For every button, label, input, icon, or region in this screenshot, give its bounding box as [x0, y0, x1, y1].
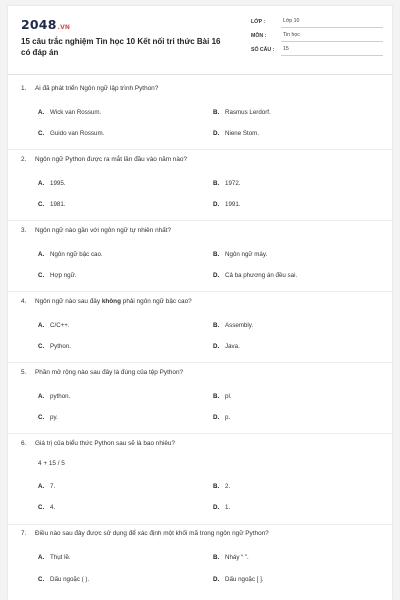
question-stem	[21, 369, 183, 376]
meta-panel	[251, 16, 383, 58]
option-d[interactable]: D. Cả ba phương án đều sai.	[213, 272, 298, 279]
site-logo[interactable]	[21, 17, 70, 32]
question-divider	[8, 220, 392, 221]
header-divider	[8, 74, 392, 75]
emphasis-not: không	[101, 298, 121, 305]
meta-row-count	[251, 44, 383, 58]
question-stem	[21, 530, 269, 537]
question-number: 1.	[21, 85, 27, 92]
worksheet-page	[8, 6, 392, 600]
option-c[interactable]: C. 4.	[38, 504, 56, 511]
question-stem	[21, 298, 192, 305]
question-text: Điều nào sau đây được sử dụng để xác định một khối mã trong ngôn ngữ Python?	[35, 530, 269, 537]
option-a[interactable]: A. Ngôn ngữ bậc cao.	[38, 251, 103, 258]
question-text: Ngôn ngữ nào gần với ngôn ngữ tự nhiên nhất?	[35, 227, 172, 234]
option-c[interactable]: C. Hợp ngữ.	[38, 272, 77, 279]
option-c[interactable]: C. Python.	[38, 343, 71, 350]
option-b[interactable]: B. Rasmus Lerdorf.	[213, 109, 271, 116]
question-number: 2.	[21, 156, 27, 163]
logo-suffix: .VN	[57, 24, 71, 31]
question-text: Ngôn ngữ Python được ra mắt lần đầu vào năm nào?	[35, 156, 188, 163]
question-divider	[8, 524, 392, 525]
question-stem	[21, 440, 175, 447]
option-d[interactable]: D. 1.	[213, 504, 231, 511]
option-a[interactable]: A. Thụt lề.	[38, 554, 71, 561]
question-number: 4.	[21, 298, 27, 305]
option-a[interactable]: A. python.	[38, 393, 71, 400]
option-d[interactable]: D. p.	[213, 414, 231, 421]
question-stem	[21, 156, 187, 163]
meta-value: 15	[281, 46, 383, 56]
question-text: Ai đã phát triển Ngôn ngữ lập trình Python?	[35, 85, 159, 92]
question-text: Phần mở rộng nào sau đây là đúng của tệp Python?	[35, 369, 184, 376]
option-b[interactable]: B. 1972.	[213, 180, 241, 187]
meta-label: MÔN :	[251, 33, 267, 39]
question-text: Giá trị của biểu thức Python sau sẽ là bao nhiêu?	[35, 440, 175, 447]
option-d[interactable]: D. Niene Stom.	[213, 130, 260, 137]
meta-label: SỐ CÂU :	[251, 47, 275, 53]
option-c[interactable]: C. Dấu ngoặc ( ).	[38, 576, 90, 583]
question-number: 3.	[21, 227, 27, 234]
option-a[interactable]: A. 7.	[38, 483, 56, 490]
question-divider	[8, 149, 392, 150]
option-a[interactable]: A. 1995.	[38, 180, 66, 187]
option-d[interactable]: D. Dấu ngoặc [ ].	[213, 576, 264, 583]
option-a[interactable]: A. Wick van Rossum.	[38, 109, 102, 116]
question-stem	[21, 227, 171, 234]
meta-label: LỚP :	[251, 19, 266, 25]
question-number: 5.	[21, 369, 27, 376]
meta-value: Lớp 10	[281, 18, 383, 28]
question-text: Ngôn ngữ nào sau đây không phải ngôn ngữ bậc cao?	[35, 298, 192, 305]
option-b[interactable]: B. 2.	[213, 483, 231, 490]
question-divider	[8, 362, 392, 363]
option-d[interactable]: D. Java.	[213, 343, 240, 350]
option-c[interactable]: C. Guido van Rossum.	[38, 130, 105, 137]
question-divider	[8, 291, 392, 292]
option-b[interactable]: B. Ngôn ngữ máy.	[213, 251, 268, 258]
question-number: 6.	[21, 440, 27, 447]
meta-row-class	[251, 16, 383, 30]
question-expression: 4 + 15 / 5	[38, 460, 65, 467]
meta-row-subject	[251, 30, 383, 44]
option-c[interactable]: C. py.	[38, 414, 58, 421]
option-a[interactable]: A. C/C++.	[38, 322, 70, 329]
question-divider	[8, 433, 392, 434]
option-c[interactable]: C. 1981.	[38, 201, 66, 208]
option-b[interactable]: B. pl.	[213, 393, 232, 400]
meta-value: Tin học	[281, 32, 383, 42]
option-b[interactable]: B. Assembly.	[213, 322, 254, 329]
worksheet-header	[8, 6, 392, 74]
question-number: 7.	[21, 530, 27, 537]
option-b[interactable]: B. Nháy “ ”.	[213, 554, 249, 561]
document-title: 15 câu trắc nghiệm Tin học 10 Kết nối tri thức Bài 16 có đáp án	[21, 37, 221, 57]
question-stem	[21, 85, 158, 92]
logo-main: 2048	[21, 17, 57, 32]
option-d[interactable]: D. 1991.	[213, 201, 241, 208]
